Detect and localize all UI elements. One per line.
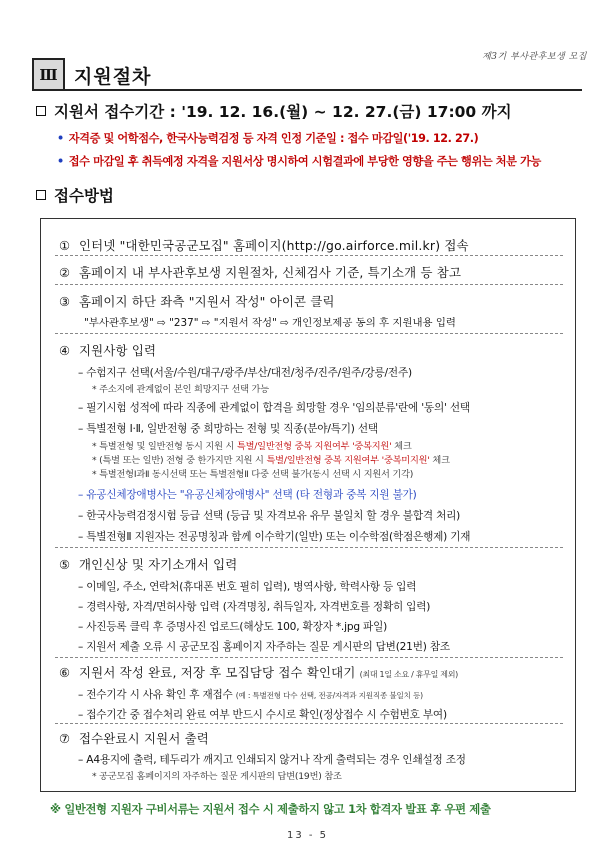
bullet-dot-icon: • xyxy=(57,155,64,168)
list-item: – 특별전형 Ⅰ·Ⅱ, 일반전형 중 희망하는 전형 및 직종(분야/특기) 선택 xyxy=(78,423,378,435)
step-6: ⑥ 지원서 작성 완료, 저장 후 모집담당 접수 확인대기 (최대 1일 소요 / 휴무일 제외) xyxy=(59,665,458,680)
list-item: – 이메일, 주소, 연락처(휴대폰 번호 필히 입력), 병역사항, 학력사항 등 입력 xyxy=(78,581,417,593)
list-item: – 수험지구 선택(서울/수원/대구/광주/부산/대전/청주/진주/원주/강릉/전주) xyxy=(78,367,412,379)
list-item: – 사진등록 클릭 후 증명사진 업로드(해상도 100, 확장자 *.jpg 파일) xyxy=(78,621,388,633)
list-item: – 전수기각 시 사유 확인 후 재접수 (예 : 특별전형 다수 선택, 전공/자격과 지원직종 불일치 등) xyxy=(78,689,423,701)
list-item: – 접수기간 중 접수처리 완료 여부 반드시 수시로 확인(정상접수 시 수험번호 부여) xyxy=(78,709,447,721)
square-bullet-icon xyxy=(36,190,46,200)
list-note: * 특별전형 및 일반전형 동시 지원 시 특별/일반전형 중복 지원여부 '중복지원' 체크 xyxy=(92,441,412,452)
step-divider xyxy=(55,255,563,256)
list-note: * (특별 또는 일반) 전형 중 한가지만 지원 시 특별/일반전형 중복 지원여부 '중복미지원' 체크 xyxy=(92,455,450,466)
list-note: * 공군모집 홈페이지의 자주하는 질문 게시판의 답변(19번) 참조 xyxy=(92,771,342,782)
step-divider xyxy=(55,284,563,285)
step-divider xyxy=(55,333,563,334)
step-5: ⑤ 개인신상 및 자기소개서 입력 xyxy=(59,557,238,572)
step-divider xyxy=(55,547,563,548)
footer-note: ※ 일반전형 지원자 구비서류는 지원서 접수 시 제출하지 않고 1차 합격자 발표 후 우편 제출 xyxy=(50,803,491,816)
section-divider xyxy=(32,89,582,91)
step-4: ④ 지원사항 입력 xyxy=(59,343,157,358)
period-bullet: • 자격증 및 어학점수, 한국사능력검정 등 자격 인정 기준일 : 접수 마감일('19. 12. 27.) xyxy=(57,132,479,145)
section-title: 지원절차 xyxy=(74,66,152,88)
list-item: – 특별전형Ⅱ 지원자는 전공명칭과 함께 이수학기(일반) 또는 이수학점(학점은행제) 기재 xyxy=(78,531,471,543)
list-item: – 지원서 제출 오류 시 공군모집 홈페이지 자주하는 질문 게시판의 답변(21번) 참조 xyxy=(78,641,450,653)
method-title: 접수방법 xyxy=(54,187,114,205)
list-item: – A4용지에 출력, 테두리가 깨지고 인쇄되지 않거나 작게 출력되는 경우 인쇄설정 조정 xyxy=(78,754,466,766)
step-3: ③ 홈페이지 하단 좌측 "지원서 작성" 아이콘 클릭 xyxy=(59,294,335,309)
list-item: – 필기시험 성적에 따라 직종에 관계없이 합격을 희망할 경우 '임의분류'란에 '동의' 선택 xyxy=(78,402,470,414)
square-bullet-icon xyxy=(36,106,46,116)
list-note: * 특별전형Ⅰ과Ⅱ 동시선택 또는 특별전형Ⅱ 다중 선택 불가(동시 선택 시 지원서 기각) xyxy=(92,469,414,480)
page-number: 13 - 5 xyxy=(286,830,329,841)
step-7: ⑦ 접수완료시 지원서 출력 xyxy=(59,731,209,746)
list-item: – 유공신체장애병사는 "유공신체장애병사" 선택 (타 전형과 중복 지원 불가) xyxy=(78,489,417,501)
step-divider xyxy=(55,657,563,658)
step-3-path: "부사관후보생" ⇨ "237" ⇨ "지원서 작성" ⇨ 개인정보제공 동의 후 지원내용 입력 xyxy=(84,317,456,329)
list-note: * 주소지에 관계없이 본인 희망지구 선택 가능 xyxy=(92,384,269,395)
step-divider xyxy=(55,723,563,724)
period-bullet: • 접수 마감일 후 취득예정 자격을 지원서상 명시하여 시험결과에 부당한 영향을 주는 행위는 처분 가능 xyxy=(57,155,541,168)
period-heading xyxy=(36,100,512,122)
header-note: 제3기 부사관후보생 모집 xyxy=(482,52,587,62)
list-item: – 한국사능력검정시험 등급 선택 (등급 및 자격보유 유무 불일치 할 경우 불합격 처리) xyxy=(78,510,461,522)
period-title: 지원서 접수기간 : '19. 12. 16.(월) ~ 12. 27.(금) 17:00 까지 xyxy=(54,103,512,121)
method-heading xyxy=(36,184,114,206)
step-2: ② 홈페이지 내 부사관후보생 지원절차, 신체검사 기준, 특기소개 등 참고 xyxy=(59,265,462,280)
list-item: – 경력사항, 자격/면허사항 입력 (자격명칭, 취득일자, 자격번호를 정확히 입력) xyxy=(78,601,431,613)
step-1: ① 인터넷 "대한민국공군모집" 홈페이지(http://go.airforce.mil.kr) 접속 xyxy=(59,238,469,253)
bullet-dot-icon: • xyxy=(57,132,64,145)
section-number: Ⅲ xyxy=(32,58,65,91)
